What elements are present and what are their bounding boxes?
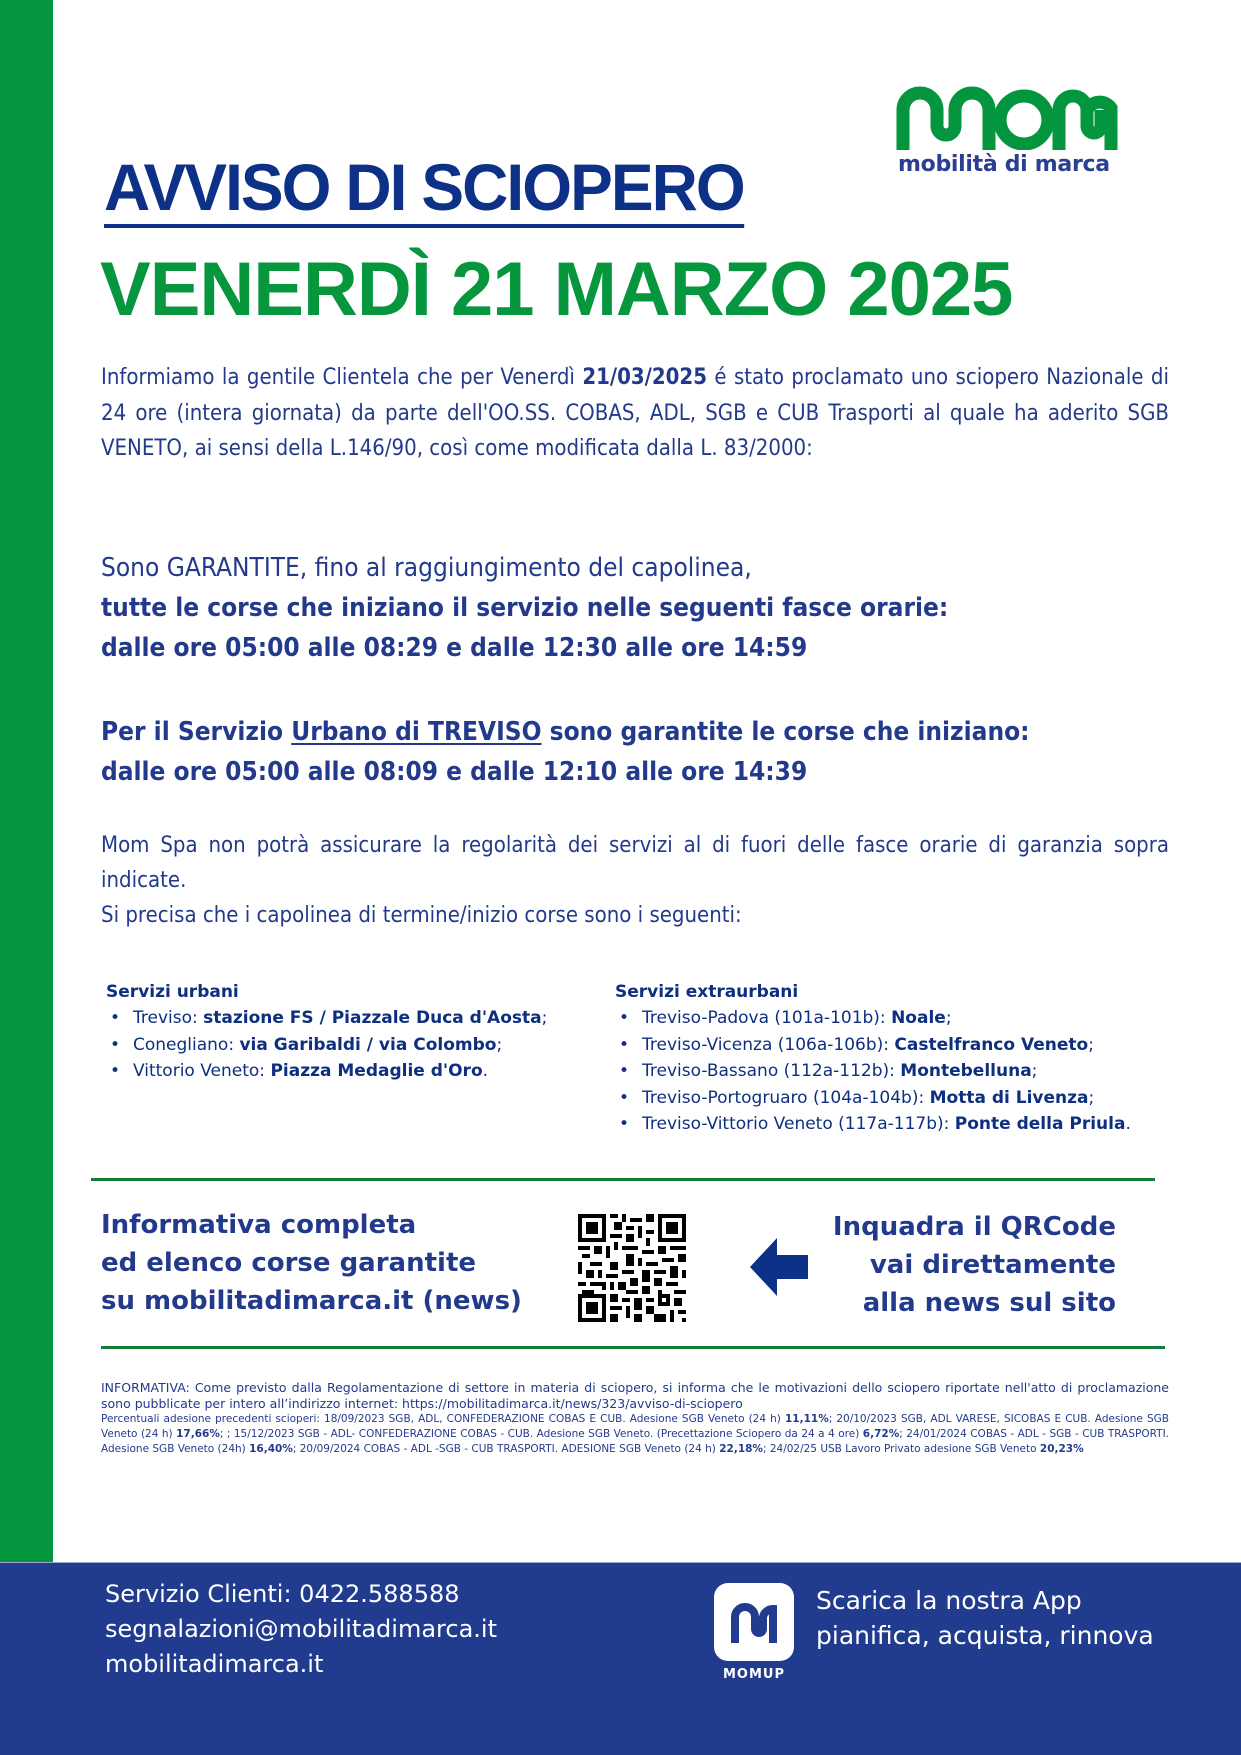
app-promo-line: Scarica la nostra App — [816, 1586, 1082, 1615]
fine-percent: 17,66% — [176, 1428, 220, 1440]
fine-percent: 11,11% — [784, 1413, 829, 1425]
disclaimer-line: Si precisa che i capolinea di termine/inizio corse sono i seguenti: — [101, 903, 742, 928]
divider-top — [91, 1178, 1155, 1181]
guaranteed-line-bold: tutte le corse che iniziano il servizio nelle seguenti fasce orarie: — [101, 593, 949, 623]
extraurban-services-list — [615, 982, 1131, 1138]
notice-title: AVVISO DI SCIOPERO — [104, 152, 744, 228]
strike-date: VENERDÌ 21 MARZO 2025 — [100, 247, 1013, 332]
fine-text: ; 20/09/2024 COBAS - ADL -SGB - CUB TRASPORTI. ADESIONE SGB Veneto (24 h) — [292, 1443, 720, 1455]
punct: ; — [1088, 1034, 1094, 1055]
route: Treviso-Bassano (112a-112b): — [642, 1061, 901, 1081]
fine-text: Percentuali adesione precedenti scioperi: 18/09/2023 SGB, ADL, CONFEDERAZIONE COBAS E CUB. Adesione SGB Veneto (24 h) — [101, 1413, 785, 1425]
fine-percent: 20,23% — [1039, 1443, 1084, 1455]
mom-logo — [896, 86, 1122, 177]
fine-text: ; ; 15/12/2023 SGB - ADL- CONFEDERAZIONE COBAS - CUB. Adesione SGB Veneto. (Precettazione Sciopero da 24 a 4 ore) — [219, 1428, 863, 1440]
app-name: MOMUP — [722, 1667, 785, 1682]
terminus: Castelfranco Veneto — [894, 1034, 1089, 1055]
contact-info — [105, 1577, 497, 1682]
list-item — [106, 1032, 547, 1059]
terminus: stazione FS / Piazzale Duca d'Aosta — [203, 1008, 542, 1028]
route: Treviso-Padova (101a-101b): — [642, 1008, 892, 1028]
informativa-text: INFORMATIVA: Come previsto dalla Regolamentazione di settore in materia di sciopero, si informa che le motivazioni dello sciopero riportate nell'atto di proclamazione sono pubblicate per intero all’indirizzo internet: https://mobilitadimarca.it/news/323/avviso-di-sciopero — [101, 1380, 1169, 1411]
info-line: vai direttamente — [869, 1250, 1116, 1280]
fine-text: ; 24/01/2024 COBAS - ADL - SGB - CUB TRASPORTI. Adesione SGB Veneto (24h) — [101, 1428, 1170, 1455]
info-line: Informativa completa — [101, 1210, 417, 1240]
fine-percent: 16,40% — [249, 1443, 293, 1455]
fine-text: ; 20/10/2023 SGB, ADL VARESE, SICOBAS E CUB. Adesione SGB Veneto (24 h) — [101, 1413, 1169, 1440]
list-item — [106, 1058, 547, 1085]
info-line: alla news sul sito — [862, 1288, 1116, 1318]
fine-percent: 6,72% — [862, 1428, 900, 1440]
website-link[interactable]: mobilitadimarca.it — [105, 1650, 324, 1678]
info-line: ed elenco corse garantite — [101, 1248, 477, 1278]
urban-treviso-section — [101, 712, 1169, 792]
list-item — [615, 1005, 1131, 1032]
punct: ; — [1031, 1061, 1038, 1081]
terminus: Noale — [891, 1008, 946, 1028]
qr-instructions — [833, 1208, 1116, 1322]
punct: . — [1125, 1114, 1131, 1134]
fine-print — [101, 1380, 1169, 1457]
route: Conegliano: — [133, 1034, 240, 1055]
list-item — [106, 1005, 547, 1032]
route: Treviso-Vicenza (106a-106b): — [642, 1034, 895, 1055]
intro-text: Informiamo la gentile Clientela che per Venerdì — [101, 365, 583, 390]
urban-treviso-label: Urbano di TREVISO — [291, 717, 542, 747]
logo-subtitle: mobilità di marca — [898, 152, 1110, 177]
customer-service-phone[interactable]: Servizio Clienti: 0422.588588 — [105, 1580, 460, 1608]
intro-paragraph — [101, 360, 1169, 467]
list-item — [615, 1058, 1131, 1085]
app-promo-line: pianifica, acquista, rinnova — [816, 1621, 1154, 1650]
info-line: su mobilitadimarca.it (news) — [101, 1286, 522, 1316]
info-line: Inquadra il QRCode — [832, 1212, 1116, 1242]
green-side-bar — [0, 0, 53, 1562]
fine-text: ; 24/02/25 USB Lavoro Privato adesione SGB Veneto — [762, 1443, 1040, 1455]
app-promo — [816, 1583, 1154, 1653]
intro-date: 21/03/2025 — [582, 365, 707, 390]
footer — [0, 1562, 1241, 1755]
fine-percent: 22,18% — [719, 1443, 763, 1455]
terminus: via Garibaldi / via Colombo — [239, 1034, 497, 1055]
punct: . — [482, 1061, 489, 1081]
info-complete-text — [101, 1206, 522, 1320]
divider-bottom — [101, 1346, 1165, 1349]
email-link[interactable]: segnalazioni@mobilitadimarca.it — [105, 1615, 497, 1643]
disclaimer — [101, 828, 1169, 933]
guaranteed-times: dalle ore 05:00 alle 08:29 e dalle 12:30 alle ore 14:59 — [101, 633, 808, 663]
punct: ; — [496, 1034, 503, 1055]
arrow-left-icon — [750, 1238, 808, 1300]
urban-times: dalle ore 05:00 alle 08:09 e dalle 12:10 alle ore 14:39 — [101, 757, 808, 787]
terminus: Piazza Medaglie d'Oro — [270, 1061, 483, 1081]
punct: ; — [1088, 1087, 1095, 1108]
disclaimer-line: Mom Spa non potrà assicurare la regolarità dei servizi al di fuori delle fasce orarie di garanzia sopra indicate. — [101, 833, 1169, 893]
terminus: Ponte della Priula — [954, 1114, 1126, 1134]
urban-prefix: Per il Servizio — [101, 717, 292, 747]
route: Treviso-Portogruaro (104a-104b): — [642, 1087, 930, 1108]
list-item — [615, 1085, 1131, 1112]
terminus: Montebelluna — [900, 1061, 1032, 1081]
punct: ; — [541, 1008, 548, 1028]
list-item — [615, 1111, 1131, 1138]
route: Vittorio Veneto: — [133, 1061, 271, 1081]
urban-suffix: sono garantite le corse che iniziano: — [541, 717, 1030, 747]
route: Treviso-Vittorio Veneto (117a-117b): — [642, 1114, 955, 1134]
momup-app-icon[interactable] — [714, 1583, 794, 1661]
guaranteed-line: Sono GARANTITE, fino al raggiungimento del capolinea, — [101, 553, 752, 583]
qr-code-icon[interactable] — [578, 1214, 686, 1322]
route: Treviso: — [133, 1008, 204, 1028]
previous-strikes-percentages — [101, 1412, 1169, 1457]
punct: ; — [945, 1008, 952, 1028]
terminus: Motta di Livenza — [929, 1087, 1089, 1108]
list-item — [615, 1032, 1131, 1059]
urban-services-heading: Servizi urbani — [106, 982, 239, 1002]
extraurban-services-heading: Servizi extraurbani — [615, 982, 799, 1002]
urban-services-list — [106, 982, 547, 1085]
guaranteed-section — [101, 548, 1169, 668]
mom-logo-icon — [896, 86, 1118, 150]
intro-text-rest: é stato proclamato uno sciopero Nazionale di 24 ore (intera giornata) da parte dell'OO.SS. COBAS, ADL, SGB e CUB Trasporti al quale ha aderito SGB VENETO, ai sensi della L.146/90, così come modificata dalla L. 83/2000: — [101, 365, 1169, 461]
